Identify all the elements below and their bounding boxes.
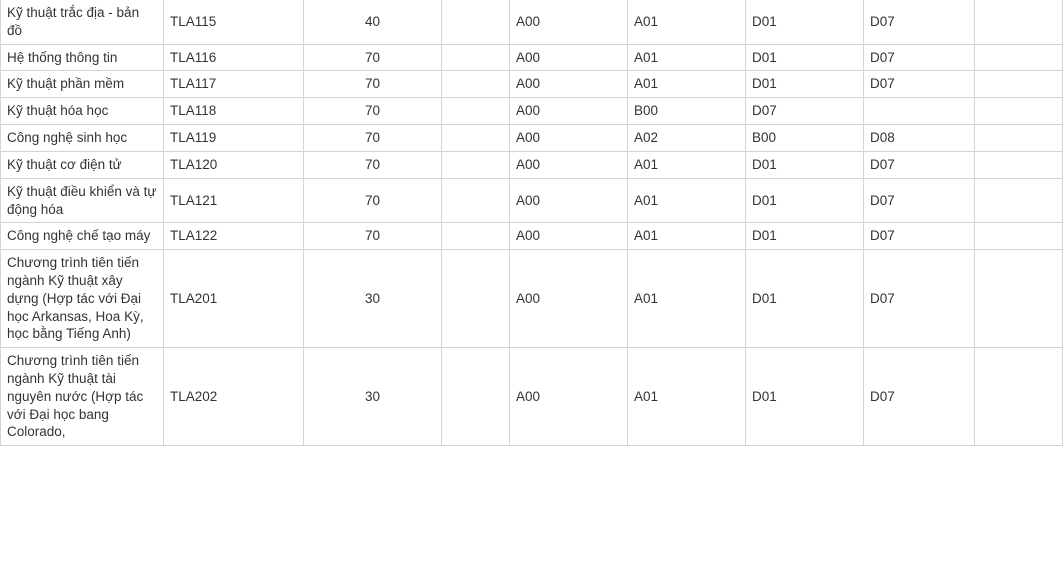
subject-block-cell-2: A01	[628, 151, 746, 178]
subject-block-cell-1: A00	[510, 151, 628, 178]
major-quota-cell: 30	[304, 348, 442, 446]
major-name-cell: Công nghệ sinh học	[1, 125, 164, 152]
subject-block-cell-1: A00	[510, 0, 628, 44]
subject-block-cell-1: A00	[510, 44, 628, 71]
spacer-cell	[442, 71, 510, 98]
major-name-cell: Kỹ thuật hóa học	[1, 98, 164, 125]
subject-block-cell-2: A01	[628, 348, 746, 446]
major-code-cell: TLA120	[164, 151, 304, 178]
major-name-cell: Kỹ thuật phần mềm	[1, 71, 164, 98]
major-quota-cell: 70	[304, 223, 442, 250]
subject-block-cell-4: D07	[864, 348, 975, 446]
subject-block-cell-2: A01	[628, 178, 746, 223]
subject-block-cell-3: D07	[746, 98, 864, 125]
table-row	[1, 125, 1063, 152]
major-name-cell: Kỹ thuật điều khiển và tự động hóa	[1, 178, 164, 223]
spacer-cell	[442, 98, 510, 125]
trailing-cell	[975, 71, 1063, 98]
major-name-cell: Công nghệ chế tạo máy	[1, 223, 164, 250]
subject-block-cell-1: A00	[510, 71, 628, 98]
subject-block-cell-2: A01	[628, 71, 746, 98]
spacer-cell	[442, 125, 510, 152]
table-row	[1, 223, 1063, 250]
subject-block-cell-2: A01	[628, 250, 746, 348]
table-row	[1, 178, 1063, 223]
major-quota-cell: 70	[304, 98, 442, 125]
major-code-cell: TLA201	[164, 250, 304, 348]
subject-block-cell-3: B00	[746, 125, 864, 152]
major-name-cell: Kỹ thuật trắc địa - bản đồ	[1, 0, 164, 44]
spacer-cell	[442, 250, 510, 348]
subject-block-cell-1: A00	[510, 223, 628, 250]
major-quota-cell: 40	[304, 0, 442, 44]
trailing-cell	[975, 178, 1063, 223]
spacer-cell	[442, 348, 510, 446]
major-code-cell: TLA116	[164, 44, 304, 71]
subject-block-cell-3: D01	[746, 223, 864, 250]
major-code-cell: TLA202	[164, 348, 304, 446]
subject-block-cell-3: D01	[746, 250, 864, 348]
subject-block-cell-4: D07	[864, 223, 975, 250]
spacer-cell	[442, 44, 510, 71]
major-name-cell: Kỹ thuật cơ điện tử	[1, 151, 164, 178]
spacer-cell	[442, 151, 510, 178]
table-row	[1, 348, 1063, 446]
subject-block-cell-1: A00	[510, 250, 628, 348]
subject-block-cell-4: D07	[864, 151, 975, 178]
subject-block-cell-4: D07	[864, 71, 975, 98]
major-quota-cell: 70	[304, 178, 442, 223]
trailing-cell	[975, 0, 1063, 44]
subject-block-cell-2: A01	[628, 0, 746, 44]
subject-block-cell-4: D08	[864, 125, 975, 152]
subject-block-cell-3: D01	[746, 348, 864, 446]
subject-block-cell-4: D07	[864, 0, 975, 44]
spacer-cell	[442, 0, 510, 44]
table-row	[1, 98, 1063, 125]
table-row	[1, 0, 1063, 44]
spacer-cell	[442, 223, 510, 250]
spacer-cell	[442, 178, 510, 223]
subject-block-cell-1: A00	[510, 98, 628, 125]
trailing-cell	[975, 250, 1063, 348]
subject-block-cell-4	[864, 98, 975, 125]
major-quota-cell: 70	[304, 125, 442, 152]
table-row	[1, 44, 1063, 71]
trailing-cell	[975, 44, 1063, 71]
table-row	[1, 151, 1063, 178]
subject-block-cell-2: B00	[628, 98, 746, 125]
major-code-cell: TLA119	[164, 125, 304, 152]
major-name-cell: Chương trình tiên tiến ngành Kỹ thuật xây dựng (Hợp tác với Đại học Arkansas, Hoa Kỳ, học bằng Tiếng Anh)	[1, 250, 164, 348]
major-quota-cell: 70	[304, 71, 442, 98]
subject-block-cell-2: A02	[628, 125, 746, 152]
major-code-cell: TLA122	[164, 223, 304, 250]
trailing-cell	[975, 348, 1063, 446]
subject-block-cell-4: D07	[864, 44, 975, 71]
subject-block-cell-3: D01	[746, 178, 864, 223]
major-name-cell: Chương trình tiên tiến ngành Kỹ thuật tài nguyên nước (Hợp tác với Đại học bang Colorado,	[1, 348, 164, 446]
subject-block-cell-4: D07	[864, 250, 975, 348]
major-code-cell: TLA117	[164, 71, 304, 98]
major-quota-cell: 70	[304, 44, 442, 71]
subject-block-cell-2: A01	[628, 44, 746, 71]
subject-block-cell-1: A00	[510, 348, 628, 446]
subject-block-cell-3: D01	[746, 71, 864, 98]
major-name-cell: Hệ thống thông tin	[1, 44, 164, 71]
subject-block-cell-1: A00	[510, 178, 628, 223]
subject-block-cell-4: D07	[864, 178, 975, 223]
table-row	[1, 250, 1063, 348]
table-row	[1, 71, 1063, 98]
major-code-cell: TLA118	[164, 98, 304, 125]
table-body	[1, 0, 1063, 446]
subject-block-cell-3: D01	[746, 44, 864, 71]
trailing-cell	[975, 223, 1063, 250]
subject-block-cell-3: D01	[746, 151, 864, 178]
subject-block-cell-1: A00	[510, 125, 628, 152]
subject-block-cell-2: A01	[628, 223, 746, 250]
trailing-cell	[975, 125, 1063, 152]
major-code-cell: TLA115	[164, 0, 304, 44]
major-quota-cell: 30	[304, 250, 442, 348]
trailing-cell	[975, 151, 1063, 178]
subject-block-cell-3: D01	[746, 0, 864, 44]
trailing-cell	[975, 98, 1063, 125]
major-quota-cell: 70	[304, 151, 442, 178]
major-code-cell: TLA121	[164, 178, 304, 223]
